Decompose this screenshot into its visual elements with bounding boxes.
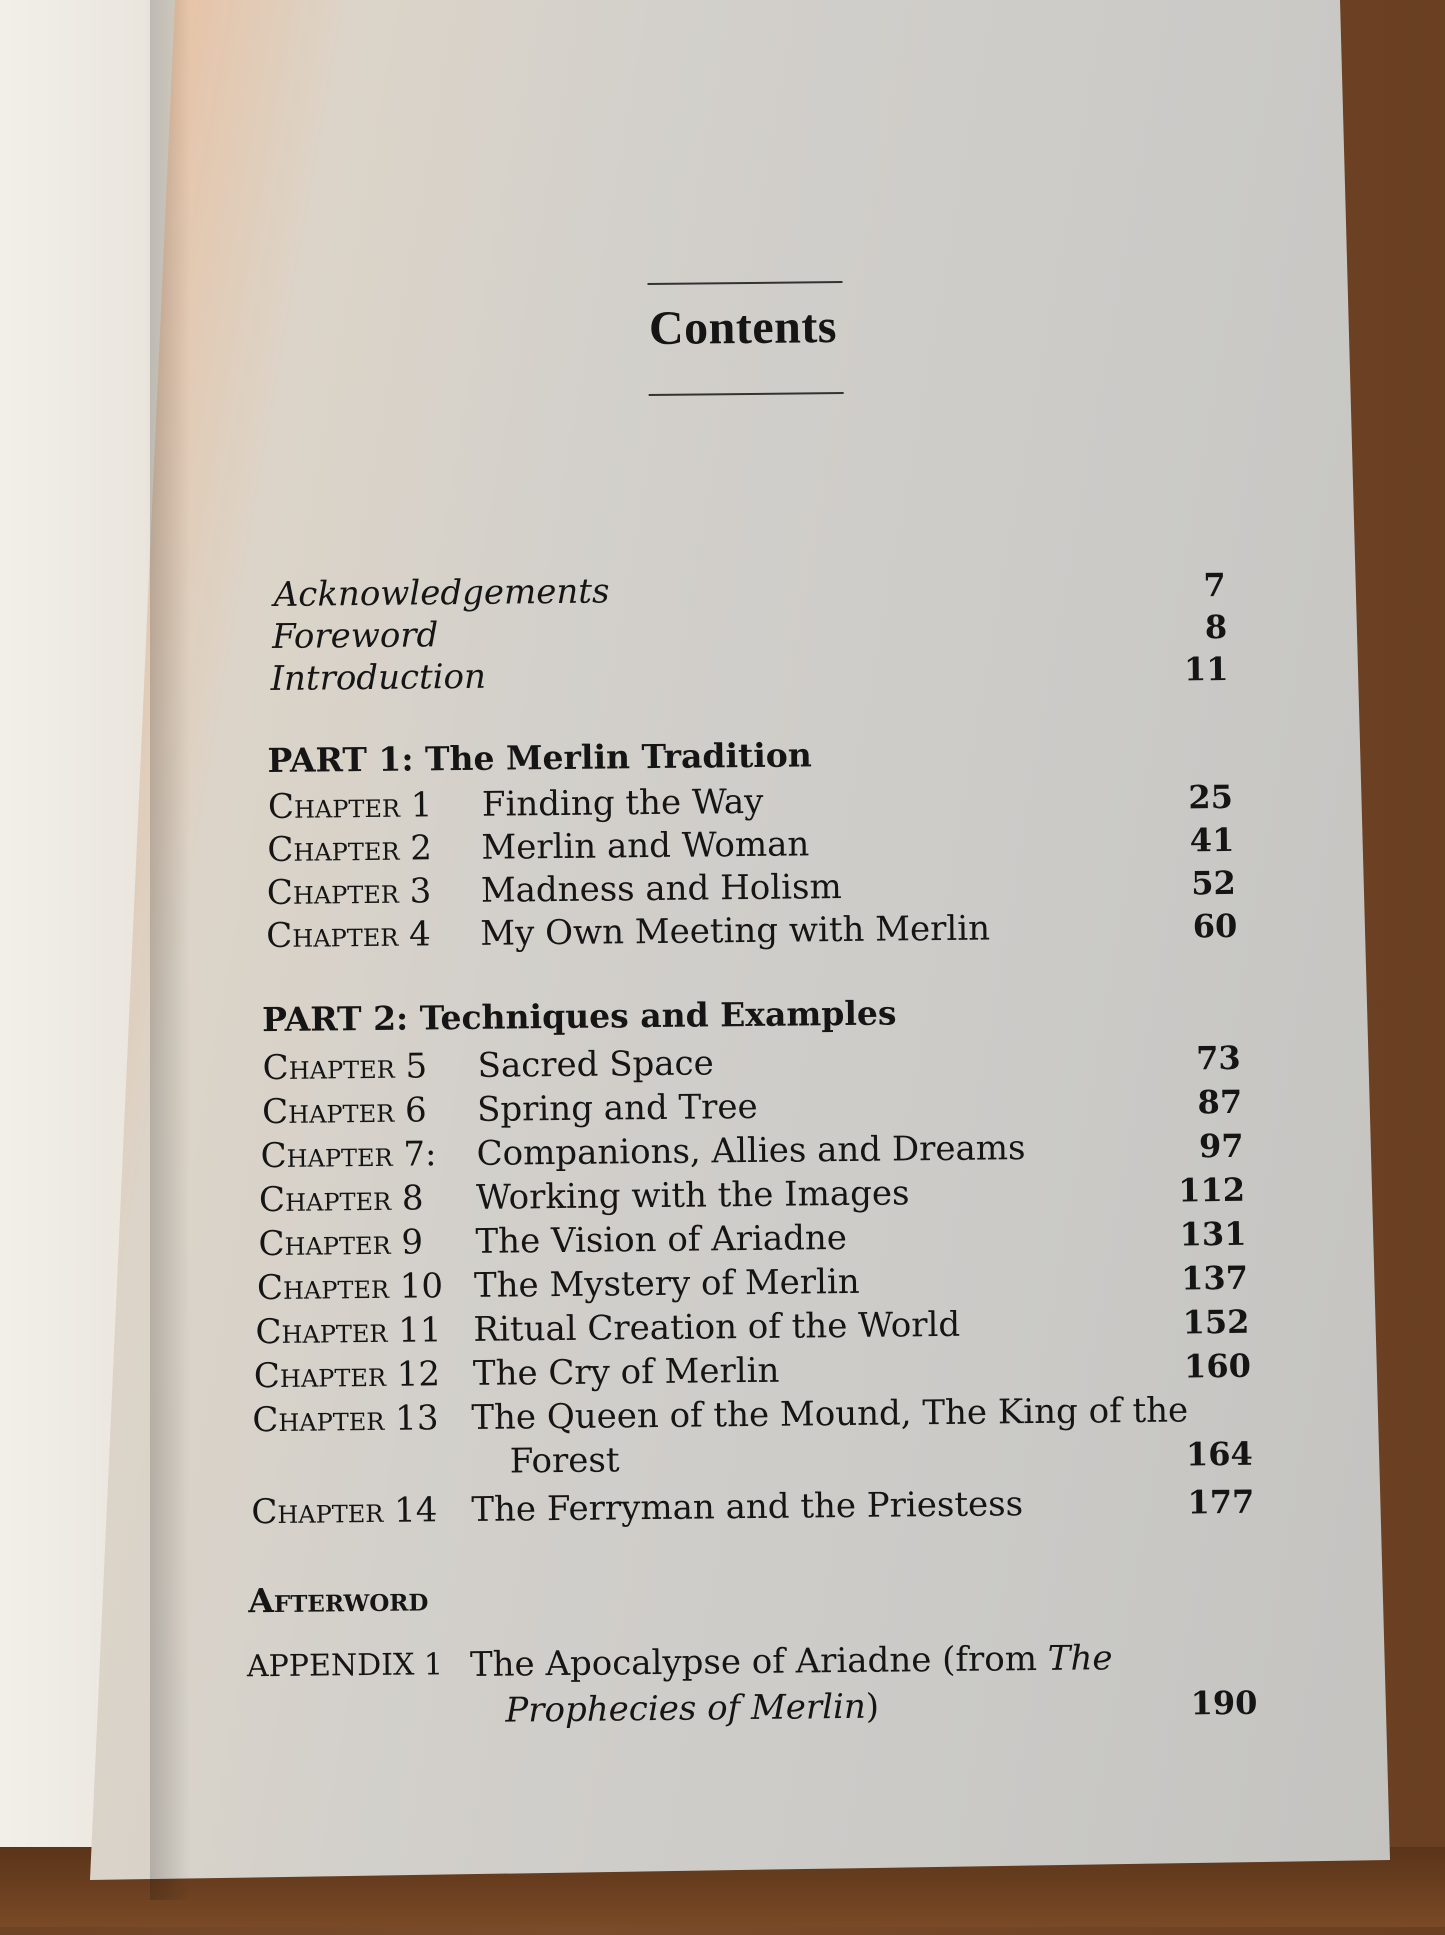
chapter-title: Merlin and Woman <box>481 824 810 868</box>
chapter-label: Chapter 8 <box>258 1178 424 1221</box>
page-number: 8 <box>1204 607 1228 647</box>
appendix-title-continued <box>505 1685 879 1733</box>
page-number: 160 <box>1183 1346 1252 1386</box>
chapter-title: My Own Meeting with Merlin <box>480 908 991 954</box>
chapter-label: Chapter 3 <box>266 871 432 914</box>
page-number: 137 <box>1180 1258 1249 1298</box>
chapter-title: Spring and Tree <box>476 1086 758 1130</box>
chapter-label: Chapter 6 <box>261 1090 427 1133</box>
chapter-label: Chapter 4 <box>266 914 431 957</box>
chapter-title: The Mystery of Merlin <box>473 1261 860 1306</box>
chapter-label: Chapter 14 <box>251 1490 438 1533</box>
appendix-title-italic-2: Prophecies of Merlin <box>505 1686 866 1731</box>
chapter-title: The Vision of Ariadne <box>475 1217 848 1262</box>
appendix-title-close: ) <box>865 1686 880 1727</box>
chapter-title: The Queen of the Mound, The King of the <box>471 1390 1189 1438</box>
chapter-label: Chapter 13 <box>252 1398 439 1441</box>
page-number: 7 <box>1203 565 1226 605</box>
page-number: 131 <box>1179 1214 1247 1254</box>
chapter-label: Chapter 1 <box>267 785 433 828</box>
chapter-label: Chapter 11 <box>255 1310 442 1353</box>
chapter-title: The Cry of Merlin <box>472 1350 780 1394</box>
entry-title: Introduction <box>270 656 487 700</box>
entry-title: Acknowledgements <box>273 571 610 615</box>
page-number: 190 <box>1190 1683 1258 1723</box>
page-title: Contents <box>648 300 838 356</box>
chapter-title: Companions, Allies and Dreams <box>476 1128 1026 1174</box>
part-heading: PART 1: The Merlin Tradition <box>267 735 812 781</box>
appendix-title <box>470 1636 1113 1687</box>
top-rule <box>647 281 842 285</box>
bottom-rule <box>649 392 844 396</box>
chapter-title: Working with the Images <box>475 1173 910 1218</box>
chapter-title: Finding the Way <box>481 781 764 825</box>
chapter-title: Sacred Space <box>477 1043 714 1086</box>
afterword-heading: Afterword <box>248 1579 429 1621</box>
chapter-title-continued: Forest <box>509 1440 620 1482</box>
chapter-label: Chapter 5 <box>262 1046 428 1089</box>
chapter-label: Chapter 7: <box>260 1134 437 1177</box>
page-number: 73 <box>1195 1038 1241 1078</box>
chapter-title: Madness and Holism <box>480 867 842 911</box>
chapter-title: Ritual Creation of the World <box>473 1304 961 1350</box>
part-heading: PART 2: Techniques and Examples <box>261 993 897 1040</box>
appendix-title-italic: The <box>1047 1638 1113 1679</box>
page-number: 41 <box>1189 820 1235 860</box>
page-number: 97 <box>1198 1126 1244 1166</box>
chapter-label: Chapter 12 <box>253 1354 441 1397</box>
chapter-label: Chapter 10 <box>256 1266 444 1309</box>
page-number: 112 <box>1178 1170 1246 1210</box>
page-number: 87 <box>1197 1082 1243 1122</box>
page-number: 164 <box>1185 1434 1253 1474</box>
chapter-label: Chapter 9 <box>258 1222 424 1265</box>
page-number: 52 <box>1191 863 1236 903</box>
appendix-title-text: The Apocalypse of Ariadne (from <box>469 1638 1048 1685</box>
appendix-label: APPENDIX 1 <box>246 1647 444 1685</box>
chapter-title: The Ferryman and the Priestess <box>471 1484 1024 1530</box>
page-number: 25 <box>1188 777 1234 817</box>
page-number: 152 <box>1182 1302 1250 1342</box>
entry-title: Foreword <box>271 615 439 657</box>
page-number: 60 <box>1192 906 1238 946</box>
page-number: 177 <box>1187 1482 1255 1522</box>
chapter-label: Chapter 2 <box>267 828 433 871</box>
page-number: 11 <box>1183 649 1229 689</box>
